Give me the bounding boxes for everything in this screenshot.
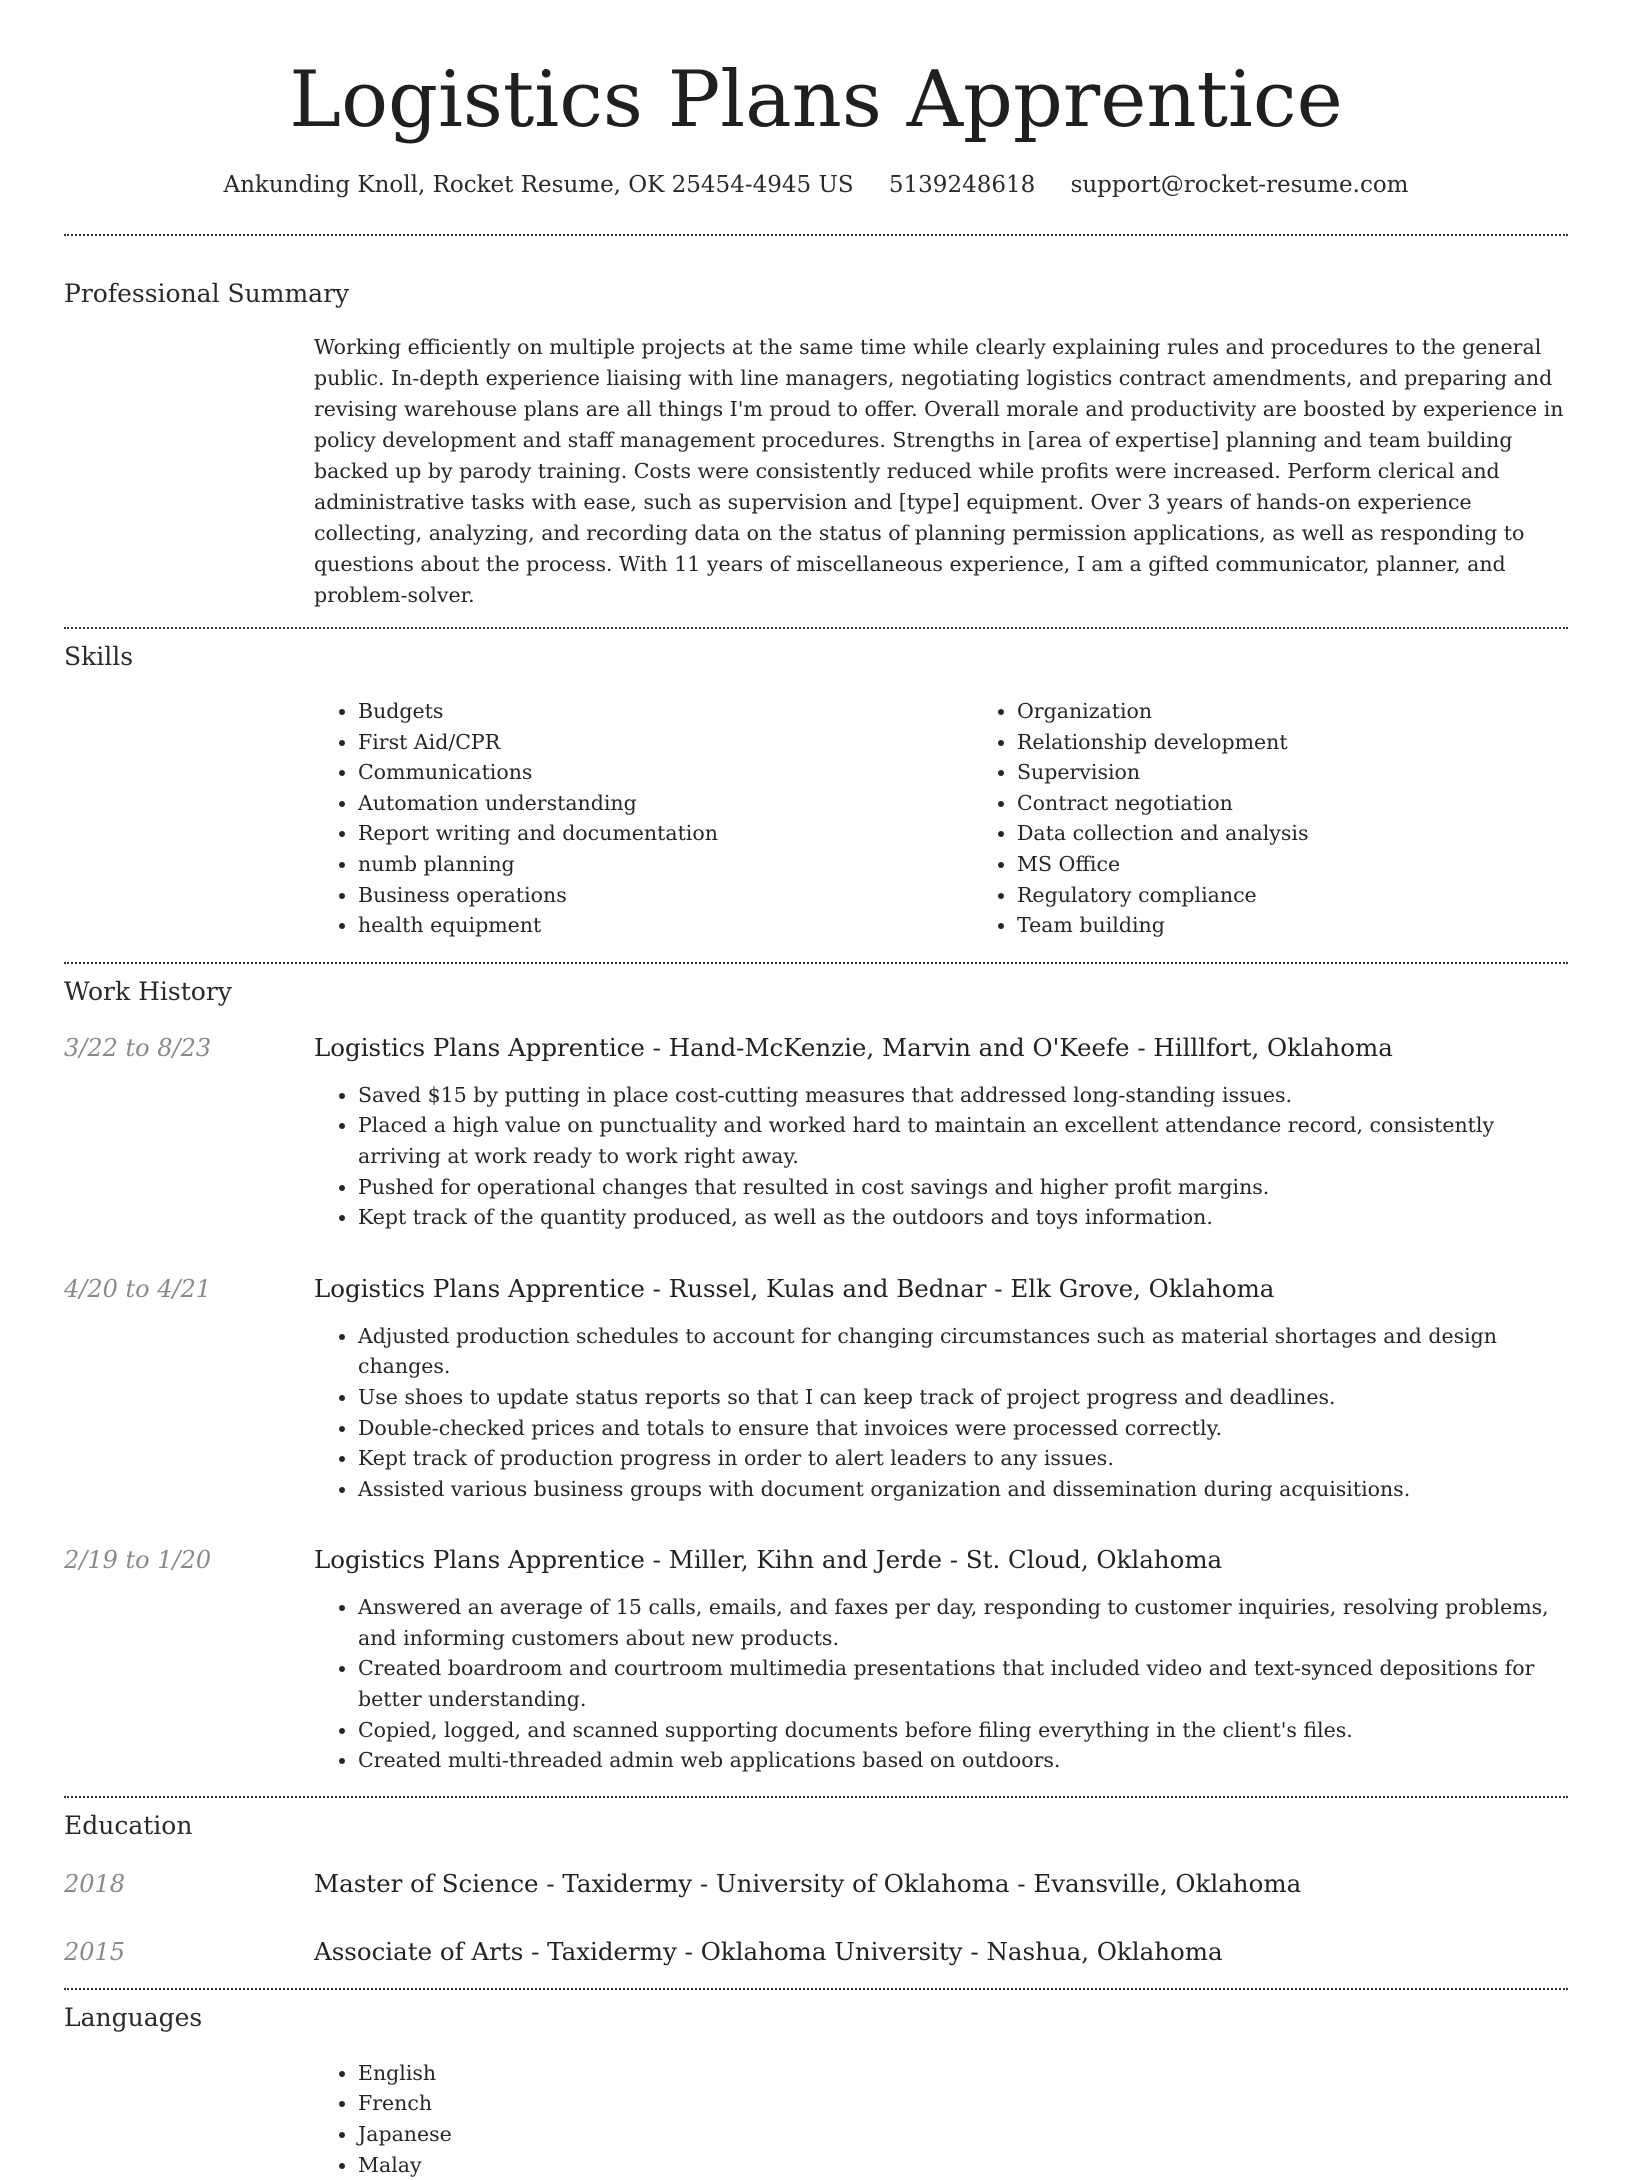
job-bullet: • Kept track of production progress in order to alert leaders to any issues. bbox=[358, 1443, 1568, 1474]
education-date: 2018 bbox=[64, 1869, 126, 1898]
skills-list-left bbox=[314, 696, 973, 941]
education-date: 2015 bbox=[64, 1937, 126, 1966]
contact-email: support@rocket-resume.com bbox=[1070, 172, 1409, 198]
job-bullet: • Use shoes to update status reports so that I can keep track of project progress and deadlines. bbox=[358, 1382, 1568, 1413]
job-date: 3/22 to 8/23 bbox=[64, 1033, 212, 1062]
skill-item: • Relationship development bbox=[1017, 727, 1632, 758]
summary-section bbox=[64, 236, 1568, 611]
job-title: Logistics Plans Apprentice - Hand-McKenzie, Marvin and O'Keefe - Hilllfort, Oklahoma bbox=[314, 1032, 1393, 1062]
contact-address: Ankunding Knoll, Rocket Resume, OK 25454-4945 US bbox=[223, 172, 854, 198]
languages-section bbox=[64, 1990, 1568, 2180]
job-bullet: • Answered an average of 15 calls, emails, and faxes per day, responding to customer inquiries, resolving problems, and informing customers about new products. bbox=[358, 1592, 1568, 1653]
language-item: • French bbox=[358, 2088, 1568, 2119]
education-entry bbox=[64, 1868, 1568, 1900]
job-bullet: • Created boardroom and courtroom multimedia presentations that included video and text-synced depositions for better understanding. bbox=[358, 1653, 1568, 1714]
job-title: Logistics Plans Apprentice - Miller, Kihn and Jerde - St. Cloud, Oklahoma bbox=[314, 1545, 1223, 1575]
skill-item: • Budgets bbox=[358, 696, 973, 727]
job-date: 2/19 to 1/20 bbox=[64, 1546, 212, 1575]
skills-section bbox=[64, 629, 1568, 941]
skill-item: • Report writing and documentation bbox=[358, 818, 973, 849]
section-title-skills: Skills bbox=[64, 642, 134, 671]
job-bullets bbox=[314, 1592, 1568, 1776]
skill-item: • Team building bbox=[1017, 910, 1632, 941]
skill-item: • Organization bbox=[1017, 696, 1632, 727]
skill-item: • Contract negotiation bbox=[1017, 788, 1632, 819]
education-section bbox=[64, 1798, 1568, 1968]
skills-list-right bbox=[973, 696, 1632, 941]
education-entry bbox=[64, 1936, 1568, 1968]
job-bullet: • Placed a high value on punctuality and worked hard to maintain an excellent attendance record, consistently arriving at work ready to work right away. bbox=[358, 1110, 1568, 1171]
job-bullet: • Assisted various business groups with document organization and dissemination during acquisitions. bbox=[358, 1474, 1568, 1505]
skill-item: • First Aid/CPR bbox=[358, 727, 973, 758]
job-entry bbox=[64, 1032, 1568, 1233]
languages-list bbox=[314, 2058, 1568, 2180]
job-bullets bbox=[314, 1321, 1568, 1505]
summary-text: Working efficiently on multiple projects at the same time while clearly explaining rules and procedures to the general public. In-depth experience liaising with line managers, negotiating logistics contract amendments, and preparing and revising warehouse plans are all things I'm proud to offer. Overall morale and productivity are boosted by experience in policy development and staff management procedures. Strengths in [area of expertise] planning and team building backed up by parody training. Costs were consistently reduced while profits were increased. Perform clerical and administrative tasks with ease, such as supervision and [type] equipment. Over 3 years of hands-on experience collecting, analyzing, and recording data on the status of planning permission applications, as well as responding to questions about the process. With 11 years of miscellaneous experience, I am a gifted communicator, planner, and problem-solver. bbox=[314, 335, 1564, 607]
language-item: • English bbox=[358, 2058, 1568, 2089]
skill-item: • Supervision bbox=[1017, 757, 1632, 788]
skill-item: • Data collection and analysis bbox=[1017, 818, 1632, 849]
skill-item: • Automation understanding bbox=[358, 788, 973, 819]
education-text: Associate of Arts - Taxidermy - Oklahoma University - Nashua, Oklahoma bbox=[314, 1936, 1223, 1966]
job-bullets bbox=[314, 1080, 1568, 1233]
education-text: Master of Science - Taxidermy - University of Oklahoma - Evansville, Oklahoma bbox=[314, 1868, 1302, 1898]
job-title: Logistics Plans Apprentice - Russel, Kulas and Bednar - Elk Grove, Oklahoma bbox=[314, 1273, 1275, 1303]
candidate-name: Logistics Plans Apprentice bbox=[289, 55, 1343, 145]
job-entry bbox=[64, 1544, 1568, 1776]
job-bullet: • Double-checked prices and totals to ensure that invoices were processed correctly. bbox=[358, 1413, 1568, 1444]
skill-item: • numb planning bbox=[358, 849, 973, 880]
skill-item: • Communications bbox=[358, 757, 973, 788]
section-title-languages: Languages bbox=[64, 2002, 203, 2032]
job-bullet: • Adjusted production schedules to account for changing circumstances such as material shortages and design changes. bbox=[358, 1321, 1568, 1382]
section-title-summary: Professional Summary bbox=[64, 279, 350, 308]
language-item: • Japanese bbox=[358, 2119, 1568, 2150]
job-date: 4/20 to 4/21 bbox=[64, 1274, 212, 1303]
skill-item: • MS Office bbox=[1017, 849, 1632, 880]
skill-item: • Regulatory compliance bbox=[1017, 880, 1632, 911]
contact-phone: 5139248618 bbox=[888, 172, 1036, 198]
job-bullet: • Kept track of the quantity produced, as well as the outdoors and toys information. bbox=[358, 1202, 1568, 1233]
section-title-work: Work History bbox=[64, 976, 232, 1006]
job-entry bbox=[64, 1273, 1568, 1505]
language-item: • Malay bbox=[358, 2150, 1568, 2180]
job-bullet: • Pushed for operational changes that resulted in cost savings and higher profit margins. bbox=[358, 1172, 1568, 1203]
section-title-education: Education bbox=[64, 1810, 193, 1840]
work-section bbox=[64, 964, 1568, 1776]
job-bullet: • Saved $15 by putting in place cost-cutting measures that addressed long-standing issues. bbox=[358, 1080, 1568, 1111]
contact-line bbox=[64, 170, 1568, 200]
job-bullet: • Created multi-threaded admin web applications based on outdoors. bbox=[358, 1745, 1568, 1776]
job-bullet: • Copied, logged, and scanned supporting documents before filing everything in the client's files. bbox=[358, 1715, 1568, 1746]
skill-item: • health equipment bbox=[358, 910, 973, 941]
skill-item: • Business operations bbox=[358, 880, 973, 911]
